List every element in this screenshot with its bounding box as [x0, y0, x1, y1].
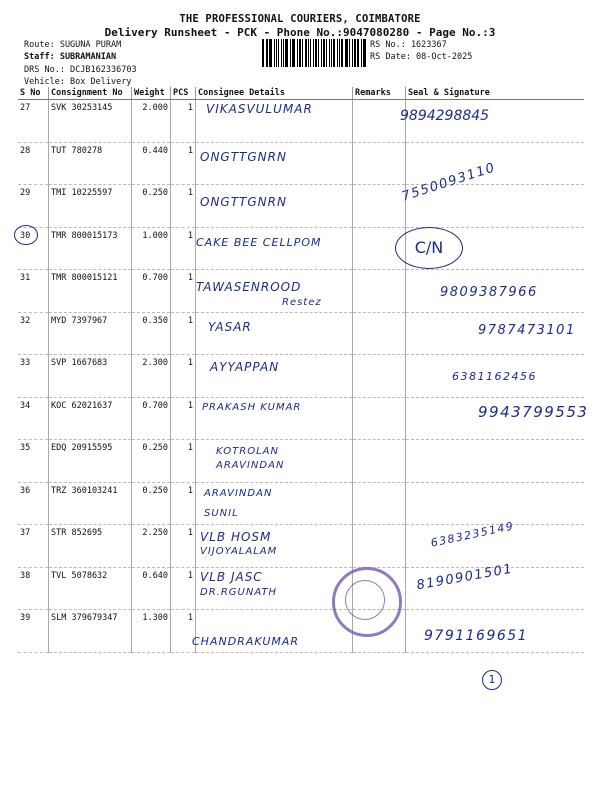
table-row [18, 142, 584, 185]
col-consignment: Consignment No [49, 87, 132, 100]
pcs-cell: 1 [171, 312, 196, 355]
consignment-cell: TUT 780278 [49, 142, 132, 185]
barcode-bar [333, 39, 335, 67]
pcs-cell: 1 [171, 185, 196, 228]
sno-cell: 32 [18, 312, 49, 355]
consignment-cell: STR 852695 [49, 525, 132, 568]
barcode-bar [354, 39, 356, 67]
weight-cell: 2.250 [132, 525, 171, 568]
hw-name: YASAR [208, 320, 252, 334]
barcode-bar [267, 39, 268, 67]
sno-cell: 27 [18, 100, 49, 143]
sno-cell: 39 [18, 610, 49, 653]
col-remarks: Remarks [353, 87, 406, 100]
pcs-cell: 1 [171, 610, 196, 653]
signature-cell [406, 440, 585, 483]
remarks-cell [353, 440, 406, 483]
consignment-cell: MYD 7397967 [49, 312, 132, 355]
hw-phone: 6381162456 [452, 370, 537, 383]
remarks-cell [353, 355, 406, 398]
table-row [18, 185, 584, 228]
barcode-bar [310, 39, 311, 67]
barcode-bar [361, 39, 362, 67]
sno-cell: 28 [18, 142, 49, 185]
remarks-cell [353, 482, 406, 525]
hw-name: VLB HOSM [200, 530, 272, 544]
barcode-bar [331, 39, 332, 67]
col-sno: S No [18, 87, 49, 100]
barcode-bar [297, 39, 298, 67]
consignment-cell: TVL 5078632 [49, 567, 132, 610]
table-row [18, 440, 584, 483]
consignment-cell: SLM 379679347 [49, 610, 132, 653]
weight-cell: 0.350 [132, 312, 171, 355]
sno-cell: 37 [18, 525, 49, 568]
sno-cell: 36 [18, 482, 49, 525]
weight-cell: 0.440 [132, 142, 171, 185]
barcode-bar [339, 39, 340, 67]
barcode-bar [326, 39, 327, 67]
pcs-cell: 1 [171, 525, 196, 568]
staff-text: Staff: SUBRAMANIAN [24, 51, 117, 62]
remarks-cell [353, 185, 406, 228]
barcode-bar [329, 39, 331, 67]
barcode-bar [285, 39, 287, 67]
hw-name: ONGTTGNRN [200, 150, 287, 164]
remarks-cell [353, 312, 406, 355]
pcs-cell: 1 [171, 397, 196, 440]
sno-cell: 38 [18, 567, 49, 610]
sno-cell: 35 [18, 440, 49, 483]
weight-cell: 0.640 [132, 567, 171, 610]
hw-name: SUNIL [204, 508, 239, 519]
runsheet-subtitle: Delivery Runsheet - PCK - Phone No.:9047080280 - Page No.:3 [104, 26, 496, 39]
consignment-cell: SVP 1667683 [49, 355, 132, 398]
barcode-bar [278, 39, 279, 67]
barcode-bar [266, 39, 267, 67]
col-consignee: Consignee Details [196, 87, 353, 100]
weight-cell: 1.300 [132, 610, 171, 653]
weight-cell: 0.250 [132, 440, 171, 483]
remarks-cell [353, 525, 406, 568]
office-seal-stamp [332, 567, 402, 637]
barcode-bar [323, 39, 325, 67]
barcode-bar [308, 39, 310, 67]
barcode-bar [305, 39, 307, 67]
hw-phone: 9894298845 [400, 108, 490, 124]
hw-name: KOTROLAN [216, 446, 279, 457]
barcode-bar [283, 39, 285, 67]
consignment-cell: TMI 10225597 [49, 185, 132, 228]
pcs-cell: 1 [171, 482, 196, 525]
signature-cell [406, 482, 585, 525]
barcode-bar [321, 39, 322, 67]
weight-cell: 0.700 [132, 270, 171, 313]
weight-cell: 2.300 [132, 355, 171, 398]
barcode-bar [299, 39, 301, 67]
pcs-cell: 1 [171, 270, 196, 313]
barcode-bar [281, 39, 282, 67]
barcode-bar [274, 39, 275, 67]
drs-text: DRS No.: DCJB162336703 [24, 65, 137, 75]
pcs-cell: 1 [171, 355, 196, 398]
barcode-bar [262, 39, 264, 67]
cn-mark: C/N [395, 227, 463, 269]
pcs-cell: 1 [171, 227, 196, 270]
hw-name: VIKASVULUMAR [206, 102, 313, 116]
meta-left [24, 40, 137, 88]
weight-cell: 0.250 [132, 185, 171, 228]
table-header-row [18, 87, 584, 100]
hw-name: PRAKASH KUMAR [202, 402, 302, 413]
pcs-cell: 1 [171, 440, 196, 483]
hw-name: VLB JASC [200, 570, 263, 584]
barcode-bar [318, 39, 319, 67]
barcode-bar [290, 39, 291, 67]
consignment-cell: TMR 800015121 [49, 270, 132, 313]
hw-phone: 7550093110 [400, 160, 498, 205]
barcode [262, 39, 368, 67]
col-seal-signature: Seal & Signature [406, 87, 585, 100]
company-title: THE PROFESSIONAL COURIERS, COIMBATORE [179, 13, 421, 25]
hw-phone: 9943799553 [478, 403, 589, 421]
route-text: Route: SUGUNA PURAM [24, 40, 122, 50]
pcs-cell: 1 [171, 567, 196, 610]
barcode-bar [315, 39, 317, 67]
signature-cell [406, 142, 585, 185]
barcode-bar [345, 39, 346, 67]
weight-cell: 0.250 [132, 482, 171, 525]
remarks-cell [353, 142, 406, 185]
hw-name: CHANDRAKUMAR [192, 635, 300, 648]
hw-phone: 9809387966 [440, 285, 538, 300]
rs-date: RS Date: 08-Oct-2025 [370, 51, 473, 62]
barcode-bar [346, 39, 348, 67]
sno-cell: 33 [18, 355, 49, 398]
count-mark: 1 [482, 670, 502, 690]
sno-cell: 31 [18, 270, 49, 313]
barcode-bar [337, 39, 338, 67]
pcs-cell: 1 [171, 142, 196, 185]
consignment-cell: TMR 800015173 [49, 227, 132, 270]
barcode-bar [352, 39, 353, 67]
remarks-cell [353, 100, 406, 143]
hw-name: DR.RGUNATH [200, 587, 278, 598]
hw-name: Restez [282, 297, 322, 308]
barcode-bar [276, 39, 278, 67]
hw-phone: 6383235149 [429, 519, 516, 550]
sno-cell: 34 [18, 397, 49, 440]
sno-cell: 30 [18, 227, 49, 270]
pcs-cell: 1 [171, 100, 196, 143]
weight-cell: 0.700 [132, 397, 171, 440]
rs-number: RS No.: 1623367 [370, 40, 447, 50]
consignment-cell: KOC 62021637 [49, 397, 132, 440]
hw-name: ARAVINDAN [216, 460, 285, 471]
hw-name: VIJOYALALAM [200, 546, 278, 557]
remarks-cell [353, 397, 406, 440]
hw-name: TAWASENROOD [196, 280, 302, 294]
barcode-bar [341, 39, 343, 67]
row30-circle [14, 225, 38, 245]
barcode-bar [302, 39, 303, 67]
col-pcs: PCS [171, 87, 196, 100]
barcode-bar [269, 39, 271, 67]
barcode-bar [313, 39, 314, 67]
table-row [18, 482, 584, 525]
barcode-bar [292, 39, 293, 67]
remarks-cell [353, 270, 406, 313]
weight-cell: 2.000 [132, 100, 171, 143]
consignment-cell: SVK 30253145 [49, 100, 132, 143]
barcode-bar [349, 39, 350, 67]
barcode-bar [357, 39, 359, 67]
meta-right [370, 40, 472, 63]
hw-name: CAKE BEE CELLPOM [196, 236, 322, 249]
consignment-cell: TRZ 360103241 [49, 482, 132, 525]
sno-cell: 29 [18, 185, 49, 228]
hw-name: ARAVINDAN [204, 488, 273, 499]
vehicle-text: Vehicle: Box Delivery [24, 76, 132, 87]
hw-name: ONGTTGNRN [200, 195, 287, 209]
barcode-bar [364, 39, 366, 67]
col-weight: Weight [132, 87, 171, 100]
hw-phone: 9787473101 [478, 323, 576, 338]
consignment-cell: EDQ 20915595 [49, 440, 132, 483]
weight-cell: 1.000 [132, 227, 171, 270]
barcode-bar [293, 39, 295, 67]
hw-phone: 8190901501 [415, 561, 515, 594]
barcode-bar [363, 39, 364, 67]
hw-phone: 9791169651 [424, 628, 529, 644]
hw-name: AYYAPPAN [210, 360, 280, 374]
